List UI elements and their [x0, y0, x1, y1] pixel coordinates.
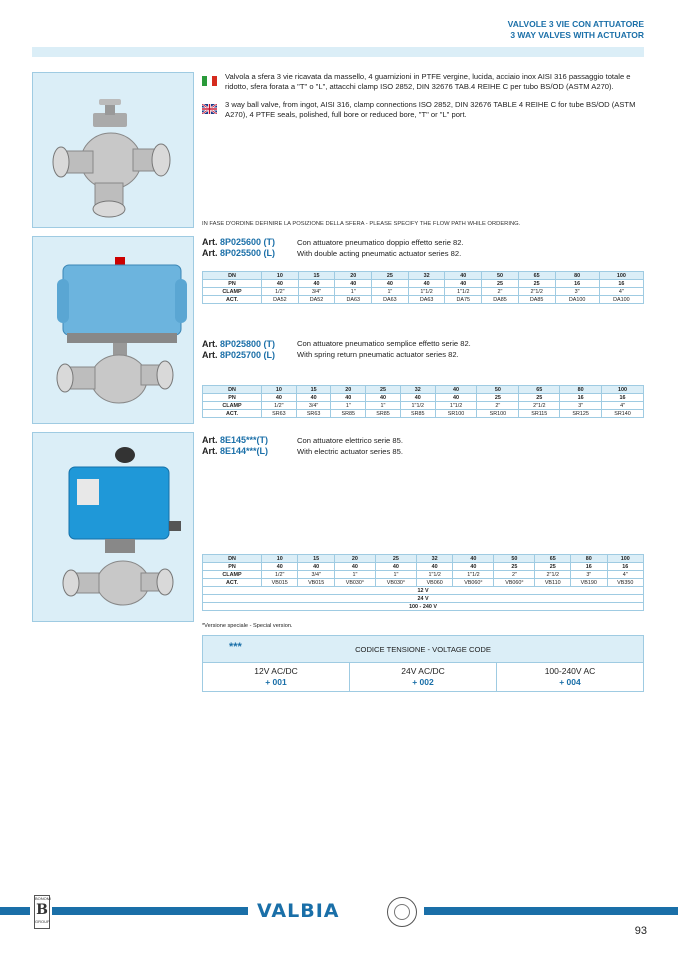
- spec-cell: 40: [262, 280, 299, 288]
- spec-row-pn: [203, 563, 644, 571]
- voltage-code: + 001: [265, 677, 287, 687]
- art-prefix: Art.: [202, 446, 218, 456]
- footer-bar-left: [0, 907, 30, 915]
- spec-cell: SR115: [519, 410, 560, 418]
- spec-cell: 10: [262, 555, 298, 563]
- voltage-row: [203, 595, 644, 603]
- spec-cell: 15: [298, 555, 334, 563]
- italian-flag-icon: [202, 73, 217, 83]
- voltage-label: 24V AC/DC: [401, 666, 445, 676]
- spec-cell: 40: [366, 394, 401, 402]
- spec-cell: VB110: [535, 579, 571, 587]
- description-en: 3 way ball valve, from ingot, AISI 316, clamp connections ISO 2852, DIN 32676 TABLE 4 REIHE C for tube BS/OD (ASTM A270), 4 PTFE seals, polished, full bore or reduced bore, "T" or "L" port.: [225, 100, 636, 119]
- spec-cell: 65: [519, 386, 560, 394]
- footer-bar-mid: [52, 907, 248, 915]
- spec-cell: 1"1/2: [408, 288, 445, 296]
- spec-table-3: [202, 554, 644, 611]
- spec-cell: DA63: [335, 296, 372, 304]
- spec-row-label: ACT.: [203, 579, 262, 587]
- description-it: Valvola a sfera 3 vie ricavata da massello, 4 guarnizioni in PTFE vergine, lucida, acciaio inox AISI 316 passaggio totale e ridotto, sfera forata a "T" o "L", attacchi clamp ISO 2852, DIN 32676 TAB.4 REIHE C per tubo BS/OD (ASTM A270).: [225, 72, 631, 91]
- spec-cell: VB190: [571, 579, 607, 587]
- voltage-code-title: CODICE TENSIONE - VOLTAGE CODE: [355, 645, 491, 654]
- spec-row-dn: [203, 272, 644, 280]
- voltage-code: + 002: [412, 677, 434, 687]
- art-prefix: Art.: [202, 435, 218, 445]
- spec-cell: 20: [331, 386, 366, 394]
- spec-row-dn: [203, 386, 644, 394]
- spec-cell: 40: [400, 394, 435, 402]
- spec-cell: 40: [331, 394, 366, 402]
- spec-row-clamp: [203, 571, 644, 579]
- spec-cell: 1/2": [262, 288, 299, 296]
- spec-cell: 3": [571, 571, 607, 579]
- voltage-label: 12V AC/DC: [254, 666, 298, 676]
- spec-cell: 40: [453, 555, 494, 563]
- header-title-it: VALVOLE 3 VIE CON ATTUATORE: [507, 19, 644, 29]
- spec-cell: DA63: [408, 296, 445, 304]
- voltage-code-box: [202, 635, 644, 692]
- spec-cell: 40: [298, 280, 335, 288]
- spec-cell: SR85: [366, 410, 401, 418]
- spec-cell: 40: [408, 280, 445, 288]
- spec-cell: 1"1/2: [416, 571, 452, 579]
- spec-cell: 25: [482, 280, 519, 288]
- spec-cell: 50: [477, 386, 519, 394]
- spec-cell: 15: [298, 272, 335, 280]
- spec-row-label: ACT.: [203, 410, 262, 418]
- spec-cell: 100: [602, 386, 644, 394]
- voltage-code: + 004: [559, 677, 581, 687]
- spec-cell: 65: [535, 555, 571, 563]
- spec-cell: 25: [519, 394, 560, 402]
- spec-cell: 40: [262, 394, 297, 402]
- spec-row-label: PN: [203, 563, 262, 571]
- spec-cell: SR100: [435, 410, 477, 418]
- spec-row-label: DN: [203, 555, 262, 563]
- voltage-value: 24 V: [203, 595, 644, 603]
- spec-cell: 1/2": [262, 402, 297, 410]
- spec-row-label: DN: [203, 386, 262, 394]
- spec-table-1: [202, 271, 644, 304]
- desc-en: With double acting pneumatic actuator series 82.: [297, 249, 462, 258]
- spec-cell: SR63: [262, 410, 297, 418]
- spec-cell: 40: [296, 394, 331, 402]
- article-codes-3: [202, 435, 268, 457]
- article-code-l: 8P025700 (L): [220, 350, 276, 360]
- voltage-stars: ***: [229, 641, 242, 653]
- spec-cell: 25: [375, 555, 416, 563]
- order-note: IN FASE D'ORDINE DEFINIRE LA POSIZIONE DELLA SFERA - PLEASE SPECIFY THE FLOW PATH WHILE ORDERING.: [202, 221, 521, 227]
- spec-cell: 1"1/2: [400, 402, 435, 410]
- spec-cell: 50: [494, 555, 535, 563]
- spec-cell: 3/4": [298, 571, 334, 579]
- desc-it: Con attuatore elettrico serie 85.: [297, 436, 403, 445]
- special-version-note: *Versione speciale - Special version.: [202, 623, 293, 629]
- article-codes-2: [202, 339, 275, 361]
- spec-cell: 25: [535, 563, 571, 571]
- spec-cell: 1"1/2: [453, 571, 494, 579]
- spec-cell: 1": [372, 288, 409, 296]
- art-prefix: Art.: [202, 339, 218, 349]
- spec-cell: 100: [599, 272, 643, 280]
- article-code-t: 8P025800 (T): [220, 339, 276, 349]
- spec-cell: 4": [602, 402, 644, 410]
- art-prefix: Art.: [202, 350, 218, 360]
- certification-seal-icon: [387, 897, 417, 927]
- article-code-t: 8P025600 (T): [220, 237, 276, 247]
- spec-cell: 3/4": [296, 402, 331, 410]
- spec-cell: 2"1/2: [535, 571, 571, 579]
- spec-cell: 40: [262, 563, 298, 571]
- spec-cell: DA85: [482, 296, 519, 304]
- spec-cell: 50: [482, 272, 519, 280]
- spec-cell: DA75: [445, 296, 482, 304]
- spec-cell: 16: [602, 394, 644, 402]
- spec-cell: DA100: [599, 296, 643, 304]
- spec-cell: 4": [607, 571, 644, 579]
- desc-en: With spring return pneumatic actuator series 82.: [297, 350, 459, 359]
- spec-cell: 16: [571, 563, 607, 571]
- spec-cell: DA85: [518, 296, 555, 304]
- page-number: 93: [634, 925, 647, 937]
- spec-cell: 2"1/2: [519, 402, 560, 410]
- spec-cell: SR140: [602, 410, 644, 418]
- spec-cell: 2"1/2: [518, 288, 555, 296]
- spec-row-dn: [203, 555, 644, 563]
- spec-cell: VB015: [262, 579, 298, 587]
- spec-cell: 1": [335, 288, 372, 296]
- spec-row-clamp: [203, 402, 644, 410]
- desc-it: Con attuatore pneumatico semplice effetto serie 82.: [297, 339, 471, 348]
- spec-cell: 1": [366, 402, 401, 410]
- spec-cell: SR125: [560, 410, 602, 418]
- voltage-value: 100 - 240 V: [203, 603, 644, 611]
- spec-cell: VB060°: [494, 579, 535, 587]
- spec-cell: 25: [372, 272, 409, 280]
- spec-cell: 40: [372, 280, 409, 288]
- spec-row-label: CLAMP: [203, 402, 262, 410]
- spec-cell: 10: [262, 386, 297, 394]
- spec-cell: 32: [408, 272, 445, 280]
- spec-cell: 25: [518, 280, 555, 288]
- spec-cell: 40: [453, 563, 494, 571]
- desc-en: With electric actuator series 85.: [297, 447, 403, 456]
- desc-it: Con attuatore pneumatico doppio effetto serie 82.: [297, 238, 464, 247]
- spec-cell: 40: [416, 563, 452, 571]
- spec-cell: 3": [560, 402, 602, 410]
- spec-cell: 20: [335, 272, 372, 280]
- article-description-3: [297, 435, 403, 457]
- spec-cell: 2": [477, 402, 519, 410]
- spec-cell: VB060°: [453, 579, 494, 587]
- spec-cell: 25: [477, 394, 519, 402]
- spec-cell: 40: [445, 272, 482, 280]
- spec-cell: SR100: [477, 410, 519, 418]
- spec-cell: 10: [262, 272, 299, 280]
- spec-row-label: PN: [203, 280, 262, 288]
- footer-bar-right: [424, 907, 678, 915]
- spec-row-label: CLAMP: [203, 571, 262, 579]
- spec-cell: 2": [494, 571, 535, 579]
- header-title-en: 3 WAY VALVES WITH ACTUATOR: [510, 30, 644, 40]
- spec-cell: 3/4": [298, 288, 335, 296]
- spec-cell: VB015: [298, 579, 334, 587]
- spec-row-label: PN: [203, 394, 262, 402]
- spec-cell: 40: [334, 563, 375, 571]
- spec-cell: 16: [560, 394, 602, 402]
- spec-cell: 3": [555, 288, 599, 296]
- spec-cell: 25: [366, 386, 401, 394]
- spec-cell: 40: [445, 280, 482, 288]
- spec-row-clamp: [203, 288, 644, 296]
- article-code-t: 8E145***(T): [220, 435, 269, 445]
- spec-cell: 80: [560, 386, 602, 394]
- electric-valve-photo: [32, 432, 194, 622]
- art-prefix: Art.: [202, 248, 218, 258]
- spec-row-label: ACT.: [203, 296, 262, 304]
- voltage-option: [349, 663, 496, 691]
- spec-cell: 1"1/2: [445, 288, 482, 296]
- spec-row-act: [203, 296, 644, 304]
- spec-cell: DA52: [298, 296, 335, 304]
- article-code-l: 8P025500 (L): [220, 248, 276, 258]
- spec-cell: VB060: [416, 579, 452, 587]
- spec-cell: 20: [334, 555, 375, 563]
- spec-cell: DA52: [262, 296, 299, 304]
- spec-cell: 25: [494, 563, 535, 571]
- spec-cell: 1"1/2: [435, 402, 477, 410]
- spec-cell: 16: [607, 563, 644, 571]
- spec-cell: 40: [335, 280, 372, 288]
- spec-cell: 1": [334, 571, 375, 579]
- valve-photo: [32, 72, 194, 228]
- article-description-2: [297, 338, 471, 360]
- spec-table-2: [202, 385, 644, 418]
- voltage-row: [203, 603, 644, 611]
- spec-cell: 16: [555, 280, 599, 288]
- spec-cell: 1/2": [262, 571, 298, 579]
- spec-cell: VB030°: [375, 579, 416, 587]
- spec-cell: 40: [435, 394, 477, 402]
- spec-row-pn: [203, 280, 644, 288]
- spec-row-act: [203, 579, 644, 587]
- spec-cell: 2": [482, 288, 519, 296]
- spec-cell: 65: [518, 272, 555, 280]
- spec-cell: 40: [298, 563, 334, 571]
- article-code-l: 8E144***(L): [220, 446, 269, 456]
- spec-cell: 32: [400, 386, 435, 394]
- art-prefix: Art.: [202, 237, 218, 247]
- spec-cell: SR85: [331, 410, 366, 418]
- spec-cell: 4": [599, 288, 643, 296]
- spec-row-act: [203, 410, 644, 418]
- voltage-option: [203, 663, 349, 691]
- spec-cell: SR63: [296, 410, 331, 418]
- voltage-label: 100-240V AC: [544, 666, 596, 676]
- voltage-option: [496, 663, 643, 691]
- spec-cell: 80: [555, 272, 599, 280]
- spec-cell: VB030°: [334, 579, 375, 587]
- spec-cell: SR85: [400, 410, 435, 418]
- spec-cell: 1": [331, 402, 366, 410]
- spec-cell: 40: [375, 563, 416, 571]
- article-codes-1: [202, 237, 275, 259]
- spec-row-label: CLAMP: [203, 288, 262, 296]
- spec-cell: 1": [375, 571, 416, 579]
- article-description-1: [297, 237, 464, 259]
- spec-row-label: DN: [203, 272, 262, 280]
- voltage-row: [203, 587, 644, 595]
- spec-cell: 40: [435, 386, 477, 394]
- spec-cell: 100: [607, 555, 644, 563]
- header-bar: [32, 47, 644, 57]
- spec-cell: DA100: [555, 296, 599, 304]
- spec-cell: 80: [571, 555, 607, 563]
- spec-cell: 15: [296, 386, 331, 394]
- pneumatic-valve-photo: [32, 236, 194, 424]
- spec-cell: 16: [599, 280, 643, 288]
- valbia-logo: VALBIA: [257, 900, 340, 922]
- spec-row-pn: [203, 394, 644, 402]
- page-header: [508, 19, 644, 41]
- spec-cell: 32: [416, 555, 452, 563]
- voltage-value: 12 V: [203, 587, 644, 595]
- spec-cell: VB350: [607, 579, 644, 587]
- spec-cell: DA63: [372, 296, 409, 304]
- uk-flag-icon: [202, 101, 217, 111]
- bonomi-group-logo: BONOMI B GROUP: [34, 895, 50, 929]
